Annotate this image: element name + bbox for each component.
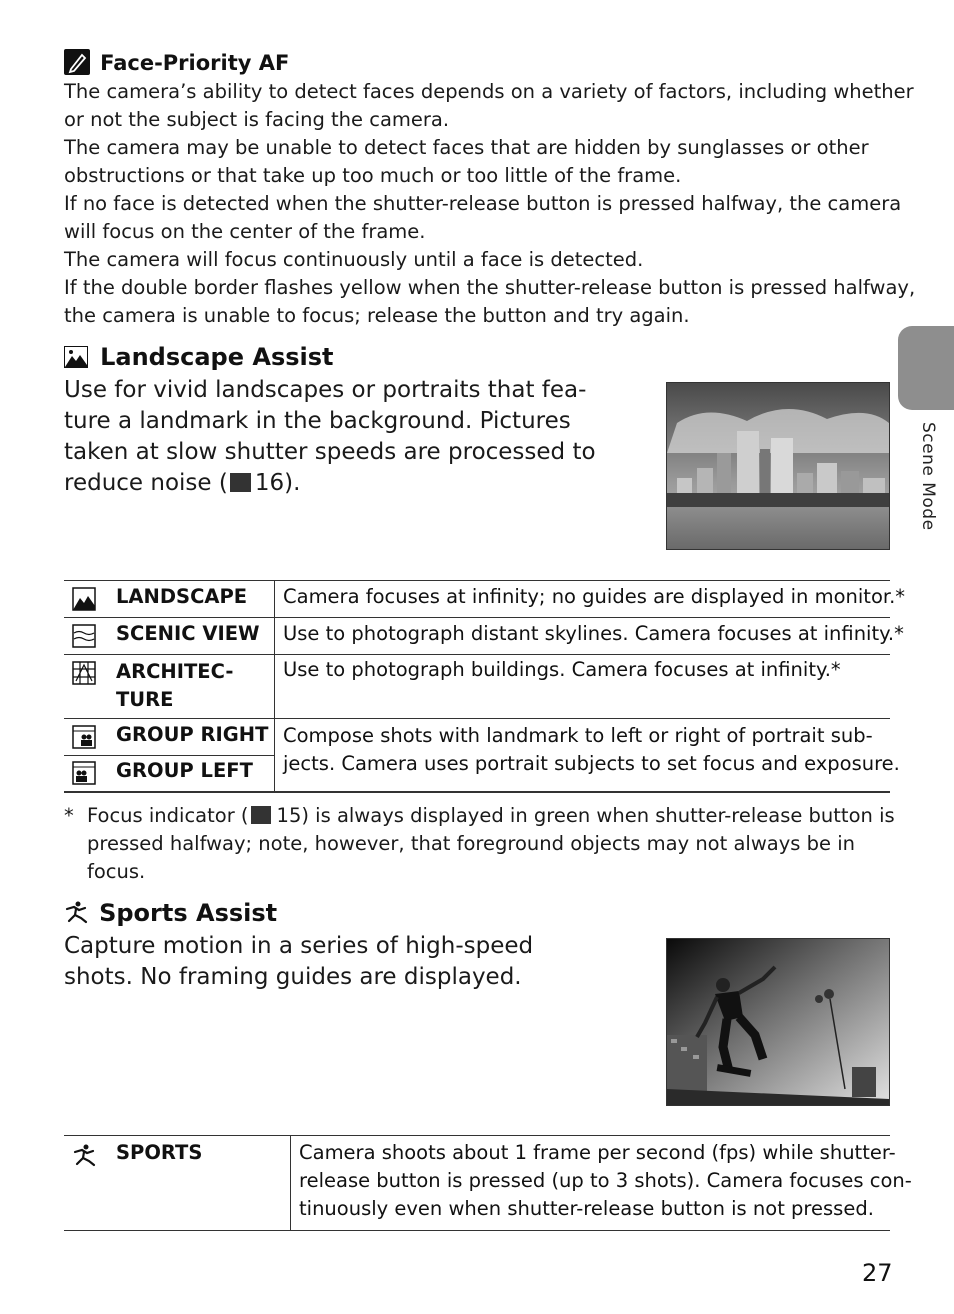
group-description-line: jects. Camera uses portrait subjects to set focus and exposure. bbox=[283, 752, 900, 775]
mode-description: Use to photograph buildings. Camera focuses at infinity.* bbox=[283, 658, 841, 681]
table-divider bbox=[274, 581, 275, 792]
landscape-body-prefix: reduce noise ( bbox=[64, 470, 228, 496]
mode-name: LANDSCAPE bbox=[116, 585, 248, 608]
sports-heading bbox=[64, 899, 277, 927]
mode-name: SCENIC VIEW bbox=[116, 622, 260, 645]
group-description-line: Compose shots with landmark to left or right of portrait sub- bbox=[283, 724, 873, 747]
pencil-note-icon bbox=[64, 49, 90, 75]
note-line: The camera’s ability to detect faces depends on a variety of factors, including whether bbox=[64, 80, 914, 103]
landscape-icon bbox=[72, 587, 96, 615]
mode-description-line: tinuously even when shutter-release button is not pressed. bbox=[299, 1197, 874, 1220]
footnote-marker: * bbox=[64, 804, 74, 827]
scenic-view-icon bbox=[72, 624, 96, 652]
landscape-body-line: taken at slow shutter speeds are processed to bbox=[64, 439, 596, 465]
architecture-icon bbox=[72, 661, 96, 689]
mode-name: GROUP RIGHT bbox=[116, 723, 269, 746]
landscape-body-line bbox=[64, 468, 624, 499]
table-divider bbox=[290, 1136, 291, 1230]
footnote-line bbox=[87, 802, 894, 830]
row-separator bbox=[64, 791, 890, 793]
mode-name-line: TURE bbox=[116, 688, 174, 711]
sports-body-line: shots. No framing guides are displayed. bbox=[64, 964, 522, 990]
sports-title: Sports Assist bbox=[99, 899, 278, 927]
landscape-body-line: ture a landmark in the background. Pictures bbox=[64, 408, 571, 434]
mode-name-line: ARCHITEC- bbox=[116, 660, 234, 683]
footnote-prefix: Focus indicator ( bbox=[87, 804, 249, 827]
footnote bbox=[64, 802, 894, 886]
page-reference-icon bbox=[230, 473, 251, 492]
row-separator bbox=[64, 654, 890, 655]
note-line: The camera may be unable to detect faces that are hidden by sunglasses or other bbox=[64, 136, 869, 159]
note-line: If the double border flashes yellow when the shutter-release button is pressed halfway, bbox=[64, 276, 916, 299]
row-separator bbox=[64, 755, 274, 756]
landscape-body-ref: 16). bbox=[254, 470, 301, 496]
note-heading bbox=[64, 49, 289, 75]
mode-description: Camera focuses at infinity; no guides are displayed in monitor.* bbox=[283, 585, 906, 608]
note-line: obstructions or that take up too much or too little of the frame. bbox=[64, 164, 682, 187]
mode-name: SPORTS bbox=[116, 1141, 203, 1164]
group-left-icon bbox=[72, 761, 96, 789]
note-title: Face-Priority AF bbox=[100, 51, 290, 75]
landscape-modes-table bbox=[64, 581, 906, 792]
section-tab bbox=[898, 326, 954, 410]
row-separator bbox=[64, 718, 890, 719]
landscape-heading bbox=[64, 343, 334, 371]
page-number: 27 bbox=[862, 1259, 893, 1287]
sports-mode-table bbox=[64, 1135, 912, 1231]
mode-description: Use to photograph distant skylines. Camera focuses at infinity.* bbox=[283, 622, 904, 645]
mode-description bbox=[299, 1139, 912, 1223]
group-right-icon bbox=[72, 725, 96, 753]
landscape-title: Landscape Assist bbox=[100, 343, 334, 371]
footnote-line: pressed halfway; note, however, that foreground objects may not always be in bbox=[87, 832, 855, 855]
note-line: The camera will focus continuously until a face is detected. bbox=[64, 248, 644, 271]
section-tab-label: Scene Mode bbox=[918, 422, 938, 531]
city-skyline-photo bbox=[666, 382, 890, 550]
mode-description-line: release button is pressed (up to 3 shots). Camera focuses con- bbox=[299, 1169, 912, 1192]
mode-description-line: Camera shoots about 1 frame per second (fps) while shutter- bbox=[299, 1141, 896, 1164]
sports-icon bbox=[64, 900, 90, 924]
sports-body-line: Capture motion in a series of high-speed bbox=[64, 933, 534, 959]
page-reference-icon bbox=[251, 806, 271, 824]
landscape-body-line: Use for vivid landscapes or portraits that fea- bbox=[64, 377, 587, 403]
mode-name: GROUP LEFT bbox=[116, 759, 253, 782]
footnote-line: focus. bbox=[87, 860, 146, 883]
note-line: will focus on the center of the frame. bbox=[64, 220, 426, 243]
note-line: If no face is detected when the shutter-release button is pressed halfway, the camera bbox=[64, 192, 902, 215]
landscape-body bbox=[64, 375, 624, 499]
sports-body bbox=[64, 931, 624, 993]
footnote-suffix: 15) is always displayed in green when shutter-release button is bbox=[276, 804, 895, 827]
note-body bbox=[64, 78, 916, 330]
row-separator bbox=[64, 617, 890, 618]
mode-name bbox=[116, 658, 233, 714]
skateboarder-photo bbox=[666, 938, 890, 1106]
landscape-icon bbox=[64, 346, 88, 368]
sports-icon bbox=[72, 1143, 98, 1171]
note-line: the camera is unable to focus; release the button and try again. bbox=[64, 304, 690, 327]
note-line: or not the subject is facing the camera. bbox=[64, 108, 450, 131]
group-description bbox=[283, 722, 900, 778]
